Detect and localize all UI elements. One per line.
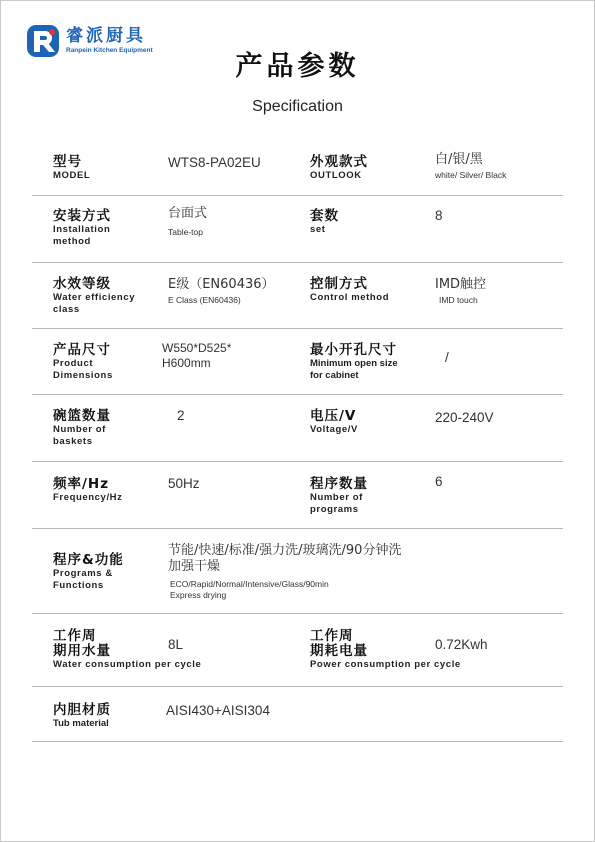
tub-material-value: AISI430+AISI304 bbox=[166, 703, 270, 718]
page-title: 产品参数 bbox=[235, 51, 360, 82]
model-value: WTS8-PA02EU bbox=[168, 155, 261, 170]
model-label: 型号 MODEL bbox=[53, 154, 91, 181]
set-label: 套数 set bbox=[310, 208, 339, 235]
row-divider bbox=[32, 328, 563, 329]
page-subtitle: Specification bbox=[252, 98, 343, 115]
logo-chinese-name: 睿派厨具 bbox=[66, 26, 146, 46]
outlook-value: 白/银/黑 white/ Silver/ Black bbox=[435, 152, 507, 180]
programs-count-value: 6 bbox=[435, 474, 443, 489]
control-method-value: IMD触控 IMD touch bbox=[435, 277, 487, 305]
frequency-label: 频率/Hz Frequency/Hz bbox=[53, 476, 123, 503]
row-divider bbox=[32, 613, 563, 614]
control-method-label: 控制方式 Control method bbox=[310, 276, 390, 303]
row-divider bbox=[32, 741, 563, 742]
power-consumption-label: 工作周 期耗电量 Power consumption per cycle bbox=[310, 628, 461, 670]
voltage-value: 220-240V bbox=[435, 410, 494, 425]
baskets-label: 碗篮数量 Number of baskets bbox=[53, 408, 111, 447]
programs-functions-label: 程序&功能 Programs & Functions bbox=[53, 552, 124, 591]
row-divider bbox=[32, 262, 563, 263]
frequency-value: 50Hz bbox=[168, 476, 200, 491]
row-divider bbox=[32, 394, 563, 395]
logo-english-name: Ranpein Kitchen Equipment bbox=[66, 47, 153, 54]
installation-value: 台面式 Table-top bbox=[168, 206, 208, 237]
voltage-label: 电压/V Voltage/V bbox=[310, 408, 358, 435]
baskets-value: 2 bbox=[177, 408, 185, 423]
row-divider bbox=[32, 686, 563, 687]
water-consumption-value: 8L bbox=[168, 637, 184, 652]
water-efficiency-label: 水效等级 Water efficiency class bbox=[53, 276, 136, 315]
power-consumption-value: 0.72Kwh bbox=[435, 637, 488, 652]
water-consumption-label: 工作周 期用水量 Water consumption per cycle bbox=[53, 628, 202, 670]
open-size-label: 最小开孔尺寸 Minimum open size for cabinet bbox=[310, 342, 398, 381]
row-divider bbox=[32, 528, 563, 529]
water-efficiency-value: E级（EN60436） E Class (EN60436) bbox=[168, 277, 275, 305]
programs-functions-value: 节能/快速/标准/强力洗/玻璃洗/90分钟洗 加强干燥 ECO/Rapid/Normal/Intensive/Glass/90min Express drying bbox=[168, 543, 402, 600]
row-divider bbox=[32, 461, 563, 462]
dimensions-value: W550*D525* H600mm bbox=[162, 341, 232, 370]
programs-count-label: 程序数量 Number of programs bbox=[310, 476, 368, 515]
tub-material-label: 内胆材质 Tub material bbox=[53, 702, 111, 729]
dimensions-label: 产品尺寸 Product Dimensions bbox=[53, 342, 113, 381]
open-size-value: / bbox=[445, 350, 449, 365]
installation-label: 安装方式 Installation method bbox=[53, 208, 111, 247]
row-divider bbox=[32, 195, 563, 196]
set-value: 8 bbox=[435, 208, 443, 223]
outlook-label: 外观款式 OUTLOOK bbox=[310, 154, 368, 181]
